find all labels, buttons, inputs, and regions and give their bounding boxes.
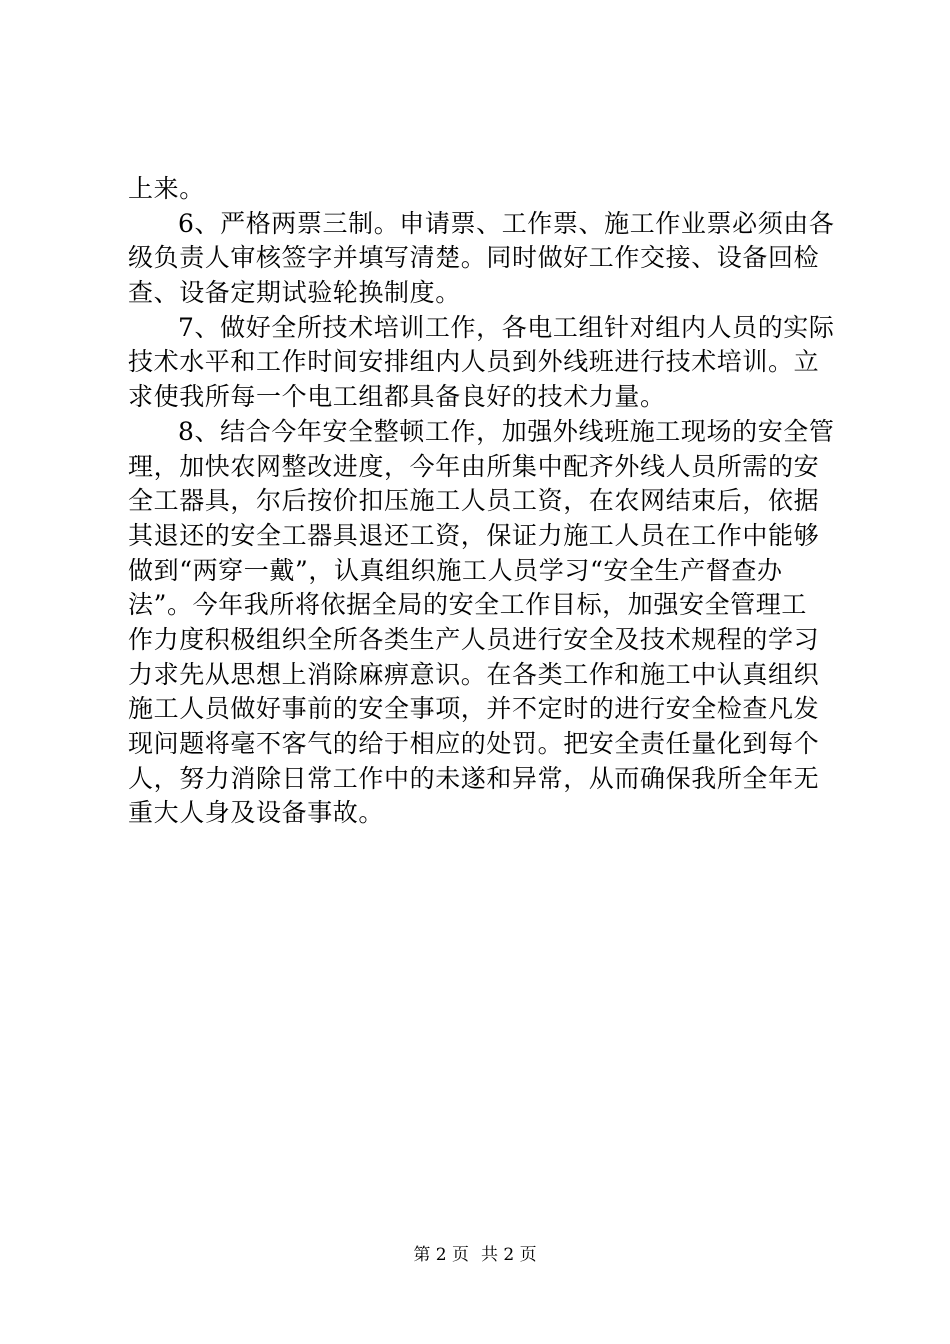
text-line: 求使我所每一个电工组都具备良好的技术力量。	[128, 382, 666, 412]
text-line: 级负责人审核签字并填写清楚。同时做好工作交接、设备回检	[128, 243, 820, 273]
text-line: 上来。	[128, 174, 205, 203]
text-line: 重大人身及设备事故。	[128, 798, 385, 828]
page-number: 第 2 页	[413, 1245, 469, 1265]
text-line: 施工人员做好事前的安全事项，并不定时的进行安全检查凡发	[128, 694, 820, 724]
text-line: 6、严格两票三制。申请票、工作票、施工作业票必须由各	[178, 208, 835, 238]
text-line: 人，努力消除日常工作中的未遂和异常，从而确保我所全年无	[128, 763, 820, 793]
text-line: 8、结合今年安全整顿工作，加强外线班施工现场的安全管	[178, 416, 835, 446]
total-pages: 共 2 页	[481, 1245, 537, 1265]
text-line: 技术水平和工作时间安排组内人员到外线班进行技术培训。立	[128, 347, 820, 377]
document-body	[128, 172, 835, 831]
text-line: 作力度积极组织全所各类生产人员进行安全及技术规程的学习	[128, 624, 820, 654]
text-line: 7、做好全所技术培训工作，各电工组针对组内人员的实际	[178, 312, 835, 342]
page-footer	[0, 1243, 950, 1267]
text-line: 查、设备定期试验轮换制度。	[128, 278, 461, 308]
text-line: 法”。今年我所将依据全局的安全工作目标，加强安全管理工	[128, 590, 807, 620]
text-line: 做到“两穿一戴”，认真组织施工人员学习“安全生产督查办	[128, 555, 783, 585]
text-line: 现问题将毫不客气的给于相应的处罚。把安全责任量化到每个	[128, 729, 820, 758]
text-line: 理，加快农网整改进度，今年由所集中配齐外线人员所需的安	[128, 451, 820, 481]
text-line: 全工器具，尔后按价扣压施工人员工资，在农网结束后，依据	[128, 486, 820, 516]
text-line: 其退还的安全工器具退还工资，保证力施工人员在工作中能够	[128, 520, 820, 550]
text-line: 力求先从思想上消除麻痹意识。在各类工作和施工中认真组织	[128, 659, 820, 689]
